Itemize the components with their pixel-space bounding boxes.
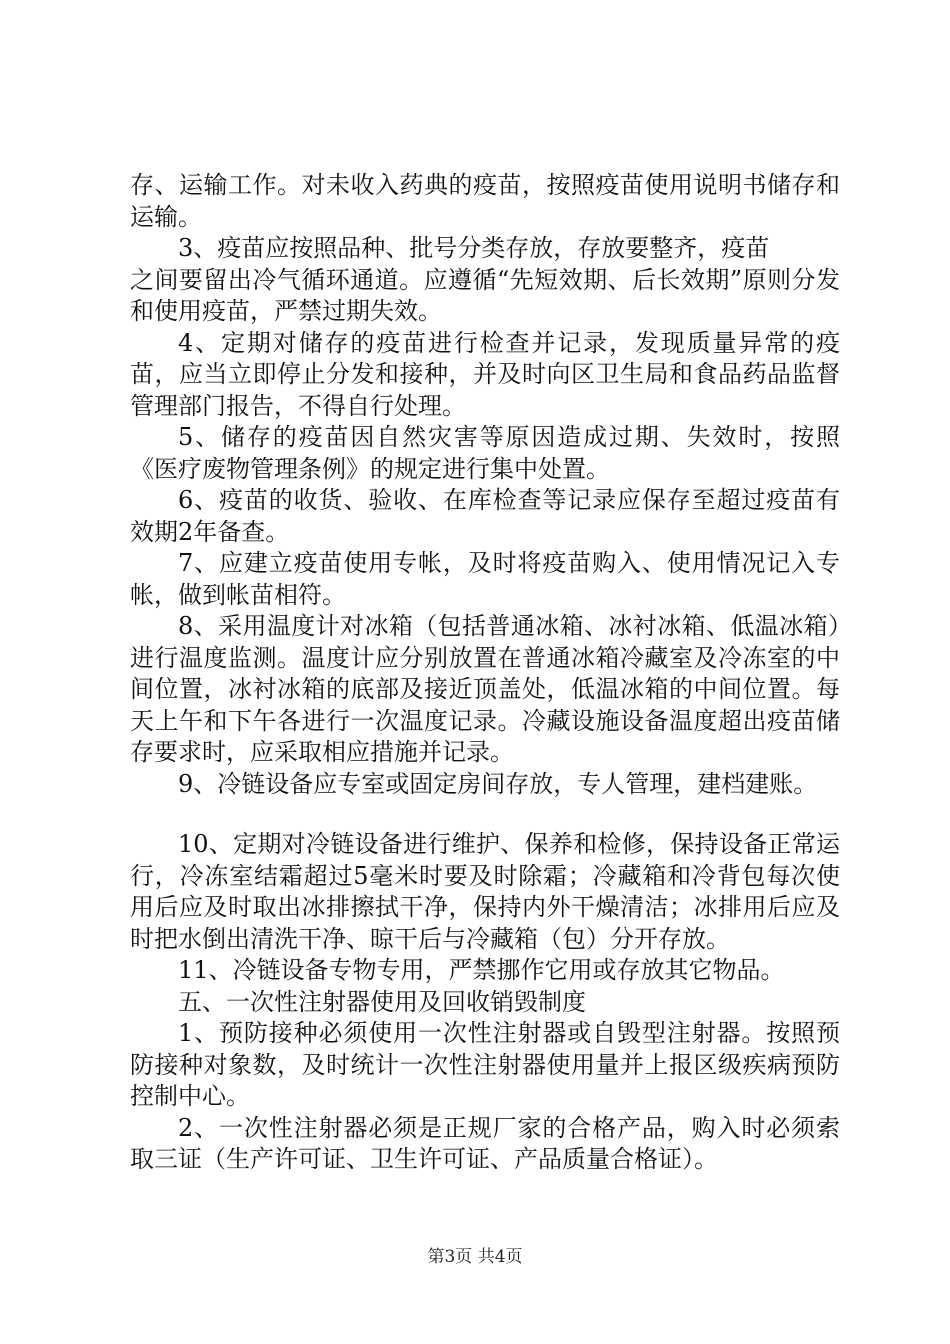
paragraph: 11、冷链设备专物专用，严禁挪作它用或存放其它物品。 bbox=[178, 956, 785, 984]
paragraph: 存、运输工作。对未收入药典的疫苗，按照疫苗使用说明书储存和运输。 bbox=[130, 171, 840, 231]
section-heading: 五、一次性注射器使用及回收销毁制度 bbox=[178, 987, 586, 1016]
paragraph: 4、定期对储存的疫苗进行检查并记录，发现质量异常的疫苗，应当立即停止分发和接种，并及时向区卫生局和食品药品监督管理部门报告，不得自行处理。 bbox=[130, 328, 840, 420]
paragraph: 2、一次性注射器必须是正规厂家的合格产品，购入时必须索取三证（生产许可证、卫生许可证、产品质量合格证）。 bbox=[130, 1113, 840, 1173]
page-footer bbox=[0, 1242, 950, 1267]
paragraph: 7、应建立疫苗使用专帐，及时将疫苗购入、使用情况记入专帐，做到帐苗相符。 bbox=[130, 549, 840, 609]
paragraph: 8、采用温度计对冰箱（包括普通冰箱、冰衬冰箱、低温冰箱）进行温度监测。温度计应分别放置在普通冰箱冷藏室及冷冻室的中间位置，冰衬冰箱的底部及接近顶盖处，低温冰箱的中间位置。每天上午和下午各进行一次温度记录。冷藏设施设备温度超出疫苗储存要求时，应采取相应措施并记录。 bbox=[130, 612, 840, 766]
paragraph: 6、疫苗的收货、验收、在库检查等记录应保存至超过疫苗有效期2年备查。 bbox=[130, 486, 840, 546]
page-number: 第3页 共4页 bbox=[427, 1247, 523, 1267]
document-body bbox=[130, 170, 840, 1176]
paragraph: 10、定期对冷链设备进行维护、保养和检修，保持设备正常运行，冷冻室结霜超过5毫米时要及时除霜；冷藏箱和冷背包每次使用后应及时取出冰排擦拭干净，保持内外干燥清洁；冰排用后应及时把水倒出清洗干净、晾干后与冷藏箱（包）分开存放。 bbox=[130, 830, 840, 953]
paragraph: 3、疫苗应按照品种、批号分类存放，存放要整齐，疫苗 bbox=[178, 234, 770, 262]
paragraph: 之间要留出冷气循环通道。应遵循“先短效期、后长效期”原则分发和使用疫苗，严禁过期失效。 bbox=[130, 265, 840, 325]
paragraph: 1、预防接种必须使用一次性注射器或自毁型注射器。按照预防接种对象数，及时统计一次性注射器使用量并上报区级疾病预防控制中心。 bbox=[130, 1019, 840, 1110]
paragraph: 9、冷链设备应专室或固定房间存放，专人管理，建档建账。 bbox=[178, 769, 818, 798]
paragraph: 5、储存的疫苗因自然灾害等原因造成过期、失效时，按照《医疗废物管理条例》的规定进行集中处置。 bbox=[130, 423, 840, 483]
